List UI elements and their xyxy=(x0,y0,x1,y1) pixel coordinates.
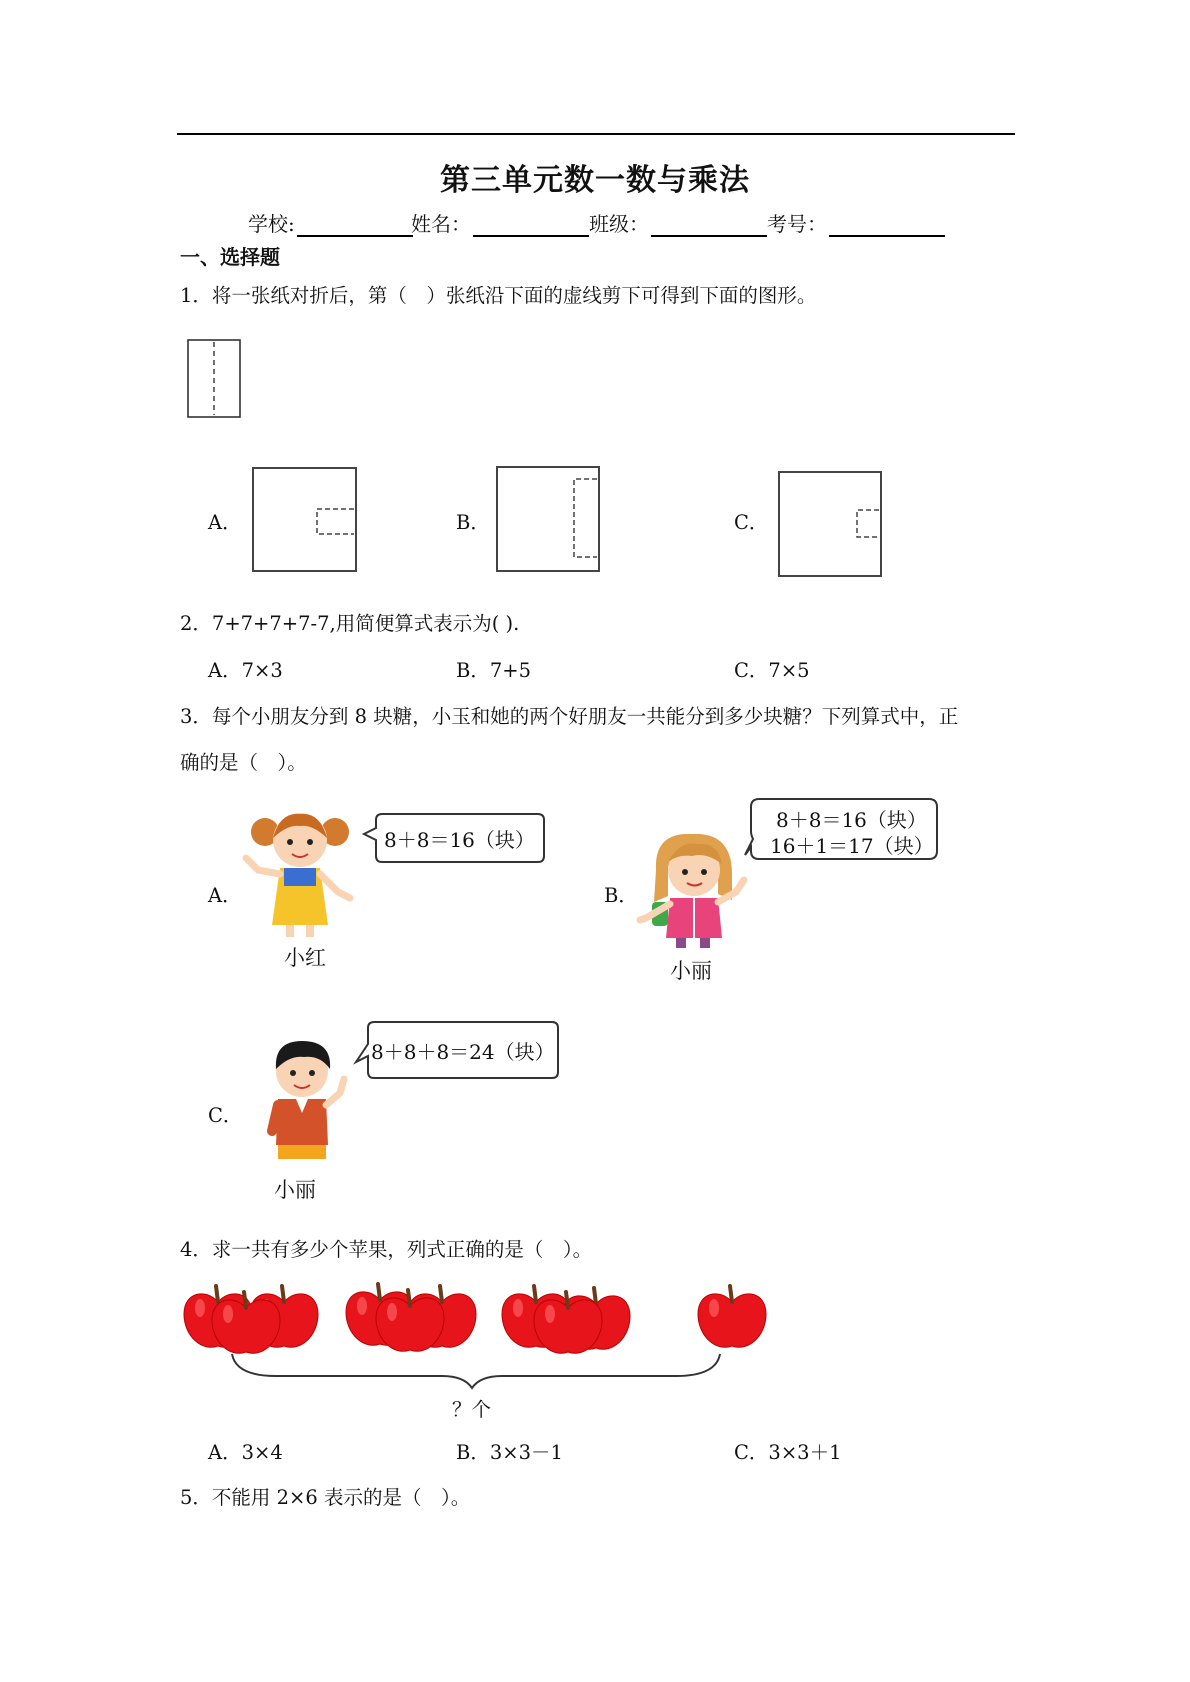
q1-option-c-label: C． xyxy=(734,511,769,534)
q3-b-speech-line2: 16＋1＝17（块） xyxy=(770,834,934,858)
q2-option-a[interactable]: A．7×3 xyxy=(208,659,283,682)
q4-option-a[interactable]: A．3×4 xyxy=(208,1441,283,1464)
q4-brace-label: ？个 xyxy=(452,1398,492,1421)
info-class-label: 班级： xyxy=(589,212,649,236)
q1-option-b-figure[interactable] xyxy=(495,465,603,573)
q1-option-a-label: A． xyxy=(208,511,242,534)
q3-b-name: 小丽 xyxy=(670,959,712,983)
q3-option-a-label: A． xyxy=(208,884,242,907)
info-name xyxy=(411,208,589,237)
info-exam-no-label: 考号： xyxy=(767,212,827,236)
q4-text: 4．求一共有多少个苹果，列式正确的是（ ）。 xyxy=(180,1238,593,1261)
q4-option-b[interactable]: B．3×3－1 xyxy=(456,1441,563,1464)
page-title: 第三单元数一数与乘法 xyxy=(440,163,750,198)
q3-c-speech-text: 8＋8＋8＝24（块） xyxy=(371,1040,555,1064)
q5-text: 5．不能用 2×6 表示的是（ ）。 xyxy=(180,1486,471,1509)
info-school xyxy=(248,208,413,237)
info-name-label: 姓名： xyxy=(411,212,471,236)
info-class xyxy=(589,208,767,237)
q3-b-speech-line1: 8＋8＝16（块） xyxy=(776,808,927,832)
info-exam-no xyxy=(767,208,945,237)
folded-paper-figure xyxy=(186,338,246,420)
girl-xiaoli-illustration xyxy=(640,830,752,950)
q3-text-line1: 3．每个小朋友分到 8 块糖，小玉和她的两个好朋友一共能分到多少块糖？下列算式中，正 xyxy=(180,705,959,728)
apple-icon xyxy=(534,1292,602,1353)
exam-no-blank[interactable] xyxy=(829,215,945,237)
boy-illustration xyxy=(256,1035,356,1167)
q3-option-c-label: C． xyxy=(208,1104,243,1127)
name-blank[interactable] xyxy=(473,215,589,237)
q3-option-b-label: B． xyxy=(604,884,638,907)
q2-option-c[interactable]: C．7×5 xyxy=(734,659,810,682)
apples-figure xyxy=(180,1272,780,1412)
q4-option-c[interactable]: C．3×3＋1 xyxy=(734,1441,842,1464)
q1-text: 1．将一张纸对折后，第（ ）张纸沿下面的虚线剪下可得到下面的图形。 xyxy=(180,284,817,307)
q3-a-name: 小红 xyxy=(284,946,326,970)
apple-icon xyxy=(376,1290,444,1351)
q3-c-name: 小丽 xyxy=(274,1178,316,1202)
q2-option-b[interactable]: B．7+5 xyxy=(456,659,531,682)
q3-a-speech-text: 8＋8＝16（块） xyxy=(384,828,535,852)
q1-option-c-figure[interactable] xyxy=(777,470,885,578)
info-school-label: 学校: xyxy=(248,212,295,236)
girl-xiaohong-illustration xyxy=(240,810,360,940)
section-title: 一、选择题 xyxy=(180,245,280,269)
q1-option-b-label: B． xyxy=(456,511,490,534)
q2-text: 2．7+7+7+7-7,用简便算式表示为( ). xyxy=(180,612,520,635)
class-blank[interactable] xyxy=(651,215,767,237)
apple-icon xyxy=(212,1292,280,1353)
q1-option-a-figure[interactable] xyxy=(251,466,359,574)
header-rule xyxy=(177,133,1015,135)
school-blank[interactable] xyxy=(297,215,413,237)
brace-icon xyxy=(232,1354,720,1388)
q3-text-line2: 确的是（ ）。 xyxy=(180,751,307,774)
apple-icon xyxy=(698,1286,766,1347)
